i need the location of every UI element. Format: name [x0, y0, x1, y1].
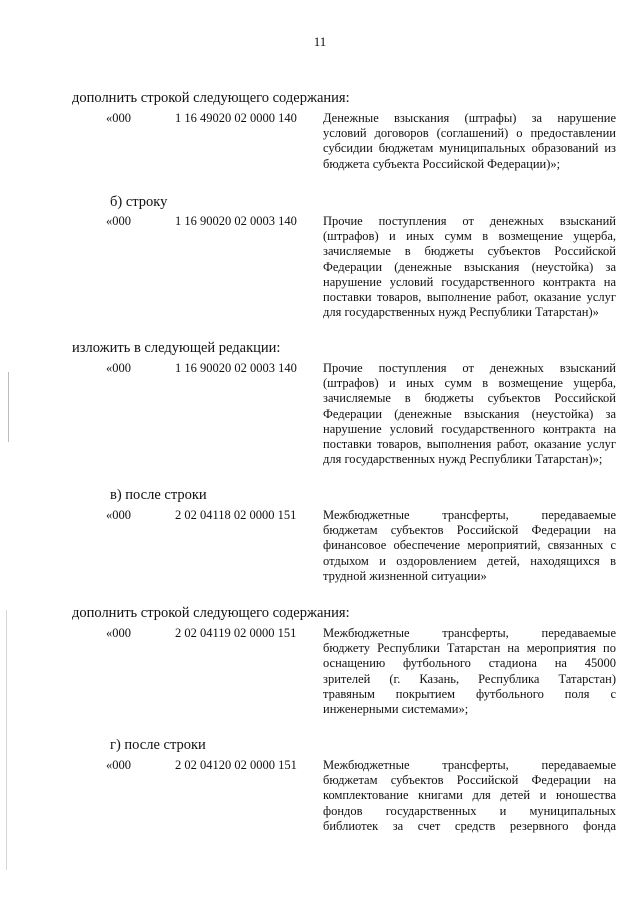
- budget-code: 2 02 04120 02 0000 151: [175, 758, 297, 772]
- description: [323, 758, 616, 834]
- section-heading: дополнить строкой следующего содержания:: [72, 605, 350, 621]
- description-line: поставки товаров, выполнение работ, оказание услуг: [323, 290, 616, 305]
- code-prefix: «000: [106, 214, 131, 228]
- section-heading: г) после строки: [110, 737, 206, 753]
- description: [323, 626, 616, 717]
- description-line: (штрафов) и иных сумм в возмещение ущерба,: [323, 376, 616, 391]
- scan-margin-mark: [6, 610, 7, 870]
- section-heading: б) строку: [110, 194, 168, 210]
- code-prefix: «000: [106, 111, 131, 125]
- description-line: бюджету Республики Татарстан на мероприятия по: [323, 641, 616, 656]
- budget-code: 2 02 04118 02 0000 151: [175, 508, 297, 522]
- description-line: для государственных нужд Республики Татарстан)»: [323, 305, 599, 320]
- budget-code: 2 02 04119 02 0000 151: [175, 626, 297, 640]
- description: [323, 508, 616, 584]
- description-line: библиотек за счет средств резервного фонда: [323, 818, 616, 833]
- description-line: бюджетам субъектов Российской Федерации на: [323, 523, 616, 538]
- description-line: трудной жизненной ситуации»: [323, 568, 487, 583]
- description-line: зрителей (г. Казань, Республика Татарстан): [323, 671, 616, 686]
- code-prefix: «000: [106, 758, 131, 772]
- description: [323, 214, 616, 320]
- description-line: фондов государственных и муниципальных: [323, 803, 616, 818]
- description-line: нарушение условий государственного контракта на: [323, 421, 616, 436]
- description-line: бюджета субъекта Российской Федерации)»;: [323, 156, 561, 171]
- code-prefix: «000: [106, 508, 131, 522]
- description-line: субсидии бюджетам муниципальных образований из: [323, 141, 616, 156]
- description-line: отдыхом и оздоровлением детей, находящихся в: [323, 553, 616, 568]
- code-prefix: «000: [106, 361, 131, 375]
- scan-margin-mark: [8, 372, 9, 442]
- description-line: Межбюджетные трансферты, передаваемые: [323, 758, 616, 772]
- description-line: (штрафов) и иных сумм в возмещение ущерба,: [323, 229, 616, 244]
- description-line: Межбюджетные трансферты, передаваемые: [323, 626, 616, 640]
- description-line: Федерации (денежные взыскания (неустойка) за: [323, 259, 616, 274]
- description-line: бюджетам субъектов Российской Федерации на: [323, 773, 616, 788]
- section-heading: в) после строки: [110, 487, 207, 503]
- description-line: для государственных нужд Республики Татарстан)»;: [323, 452, 603, 467]
- description: [323, 361, 616, 467]
- description: [323, 111, 616, 172]
- page-number: 11: [313, 34, 327, 49]
- description-line: нарушение условий государственного контракта на: [323, 274, 616, 289]
- description-line: зачисляемые в бюджеты субъектов Российской: [323, 391, 616, 406]
- description-line: Межбюджетные трансферты, передаваемые: [323, 508, 616, 522]
- description-line: условий договоров (соглашений) о предоставлении: [323, 126, 616, 141]
- section-heading: изложить в следующей редакции:: [72, 340, 281, 356]
- description-line: поставки товаров, выполнения работ, оказание услуг: [323, 437, 616, 452]
- section-heading: дополнить строкой следующего содержания:: [72, 90, 350, 106]
- description-line: Прочие поступления от денежных взысканий: [323, 214, 616, 228]
- description-line: травяным покрытием футбольного поля с: [323, 686, 616, 701]
- description-line: инженерными системами»;: [323, 702, 469, 717]
- budget-code: 1 16 90020 02 0003 140: [175, 361, 297, 375]
- code-prefix: «000: [106, 626, 131, 640]
- budget-code: 1 16 90020 02 0003 140: [175, 214, 297, 228]
- description-line: Денежные взыскания (штрафы) за нарушение: [323, 111, 616, 125]
- description-line: Прочие поступления от денежных взысканий: [323, 361, 616, 375]
- description-line: финансовое обеспечение мероприятий, связанных с: [323, 538, 616, 553]
- budget-code: 1 16 49020 02 0000 140: [175, 111, 297, 125]
- description-line: зачисляемые в бюджеты субъектов Российской: [323, 244, 616, 259]
- description-line: оснащению футбольного стадиона на 45000: [323, 656, 616, 671]
- description-line: комплектование книгами для детей и юношества: [323, 788, 616, 803]
- description-line: Федерации (денежные взыскания (неустойка) за: [323, 406, 616, 421]
